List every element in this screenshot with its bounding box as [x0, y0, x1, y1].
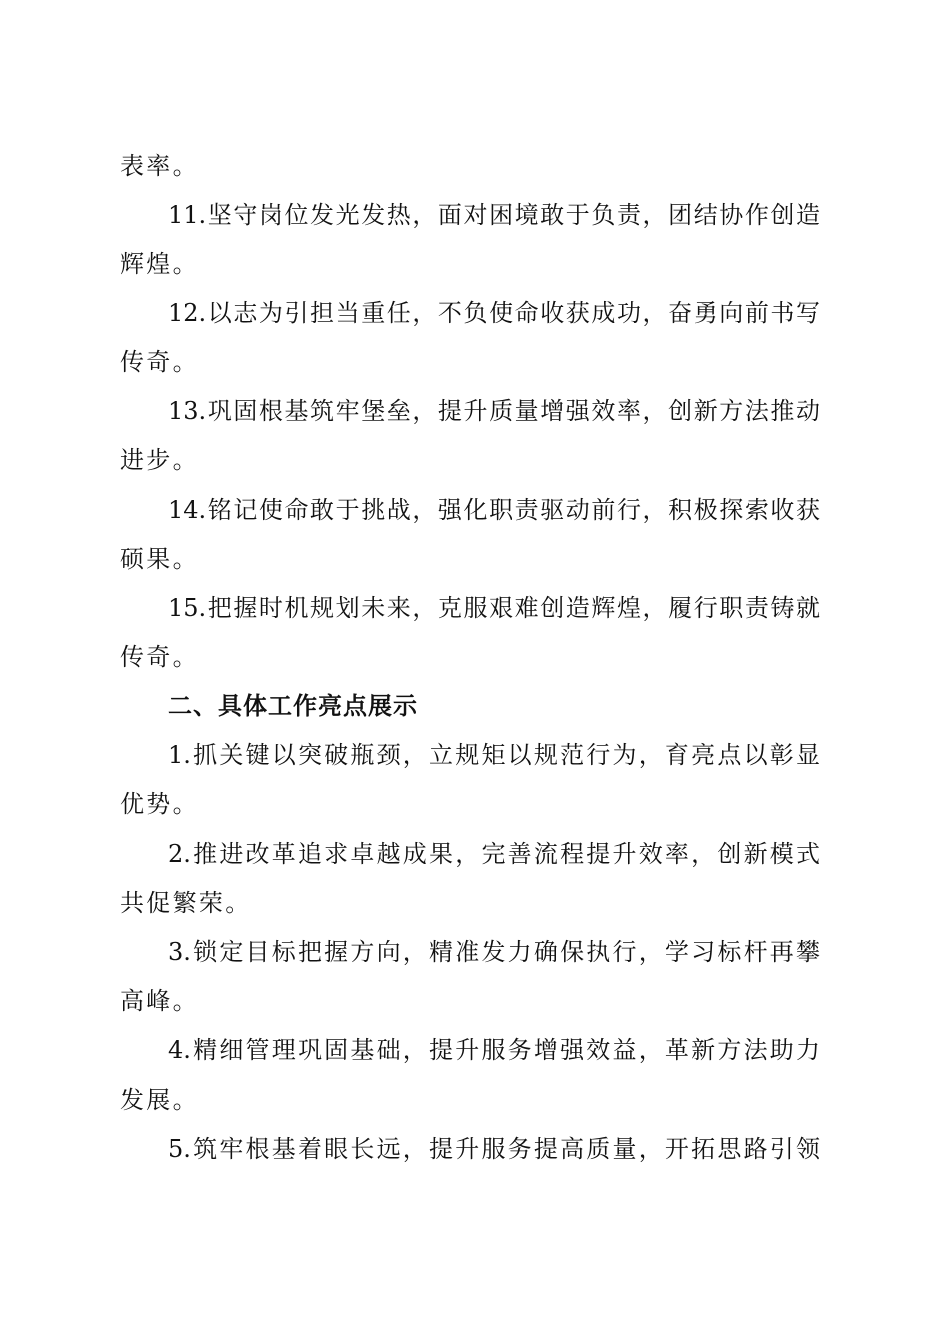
highlight-5-line-1: 5.筑牢根基着眼长远，提升服务提高质量，开拓思路引领	[168, 1135, 820, 1163]
paragraph-11-line-1: 11.坚守岗位发光发热，面对困境敢于负责，团结协作创造	[168, 201, 820, 229]
highlight-2-line-1: 2.推进改革追求卓越成果，完善流程提升效率，创新模式	[168, 840, 820, 868]
paragraph-10-line-2: 表率。	[120, 152, 199, 180]
paragraph-13-line-1: 13.巩固根基筑牢堡垒，提升质量增强效率，创新方法推动	[168, 397, 820, 425]
paragraph-11-line-2: 辉煌。	[120, 250, 199, 278]
paragraph-12-line-1: 12.以志为引担当重任，不负使命收获成功，奋勇向前书写	[168, 299, 820, 327]
paragraph-14-line-2: 硕果。	[120, 545, 199, 573]
highlight-4-line-2: 发展。	[120, 1086, 199, 1114]
highlight-4-line-1: 4.精细管理巩固基础，提升服务增强效益，革新方法助力	[168, 1036, 820, 1064]
paragraph-14-line-1: 14.铭记使命敢于挑战，强化职责驱动前行，积极探索收获	[168, 496, 820, 524]
paragraph-12-line-2: 传奇。	[120, 348, 199, 376]
highlight-1-line-2: 优势。	[120, 790, 199, 818]
highlight-1-line-1: 1.抓关键以突破瓶颈，立规矩以规范行为，育亮点以彰显	[168, 741, 820, 769]
section-heading: 二、具体工作亮点展示	[168, 692, 418, 720]
paragraph-13-line-2: 进步。	[120, 446, 199, 474]
highlight-3-line-1: 3.锁定目标把握方向，精准发力确保执行，学习标杆再攀	[168, 938, 820, 966]
highlight-2-line-2: 共促繁荣。	[120, 889, 252, 917]
highlight-3-line-2: 高峰。	[120, 987, 199, 1015]
paragraph-15-line-2: 传奇。	[120, 643, 199, 671]
paragraph-15-line-1: 15.把握时机规划未来，克服艰难创造辉煌，履行职责铸就	[168, 594, 820, 622]
